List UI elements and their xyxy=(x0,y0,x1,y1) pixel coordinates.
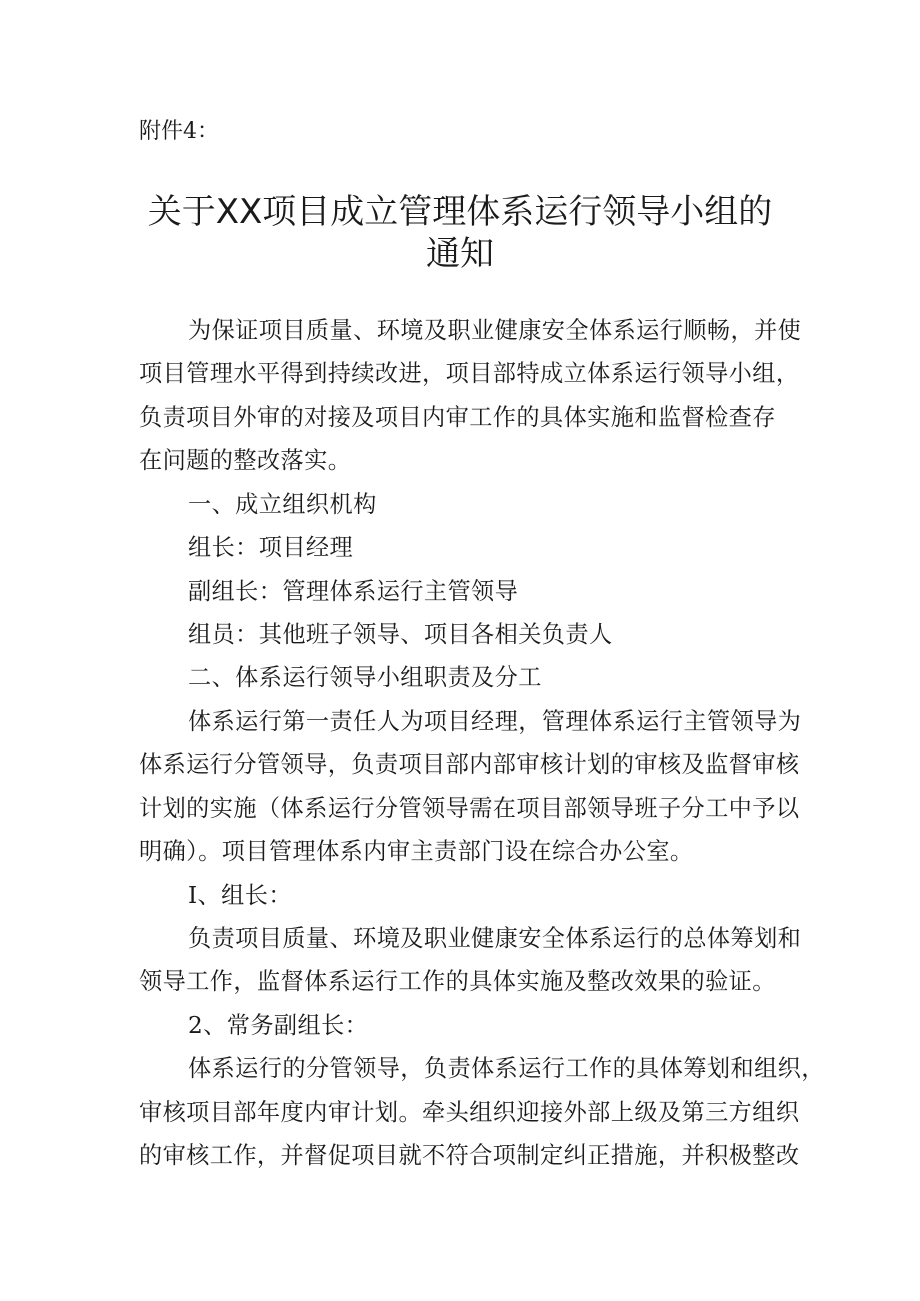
paragraph-line: 体系运行第一责任人为项目经理，管理体系运行主管领导为 xyxy=(188,708,802,735)
paragraph-line: 审核项目部年度内审计划。牵头组织迎接外部上级及第三方组织 xyxy=(139,1099,800,1126)
paragraph-line: 计划的实施（体系运行分管领导需在项目部领导班子分工中予以 xyxy=(139,795,800,822)
section-heading: 一、成立组织机构 xyxy=(188,491,377,518)
document-title-line-2: 通知 xyxy=(426,234,494,274)
paragraph-line: 的审核工作，并督促项目就不符合项制定纠正措施，并积极整改 xyxy=(139,1142,800,1169)
paragraph-line: 在问题的整改落实。 xyxy=(139,447,352,474)
subsection-heading: I、组长： xyxy=(188,882,292,909)
paragraph-line: 明确）。项目管理体系内审主责部门设在综合办公室。 xyxy=(139,838,694,865)
paragraph-line: 为保证项目质量、环境及职业健康安全体系运行顺畅，并使 xyxy=(188,317,802,344)
paragraph-line: 领导工作，监督体系运行工作的具体实施及整改效果的验证。 xyxy=(139,968,776,995)
section-heading: 二、体系运行领导小组职责及分工 xyxy=(188,664,542,691)
paragraph-line: 副组长：管理体系运行主管领导 xyxy=(188,578,519,605)
attachment-label: 附件4： xyxy=(139,119,219,144)
paragraph-line: 体系运行的分管领导，负责体系运行工作的具体筹划和组织， xyxy=(188,1055,825,1082)
document-title-line-1: 关于XX项目成立管理体系运行领导小组的 xyxy=(147,192,773,232)
paragraph-line: 组长：项目经理 xyxy=(188,534,354,561)
paragraph-line: 项目管理水平得到持续改进，项目部特成立体系运行领导小组， xyxy=(139,360,800,387)
subsection-heading: 2、常务副组长： xyxy=(188,1012,369,1039)
paragraph-line: 组员：其他班子领导、项目各相关负责人 xyxy=(188,621,613,648)
paragraph-line: 体系运行分管领导，负责项目部内部审核计划的审核及监督审核 xyxy=(139,751,800,778)
paragraph-line: 负责项目外审的对接及项目内审工作的具体实施和监督检查存 xyxy=(139,404,776,431)
paragraph-line: 负责项目质量、环境及职业健康安全体系运行的总体筹划和 xyxy=(188,925,802,952)
